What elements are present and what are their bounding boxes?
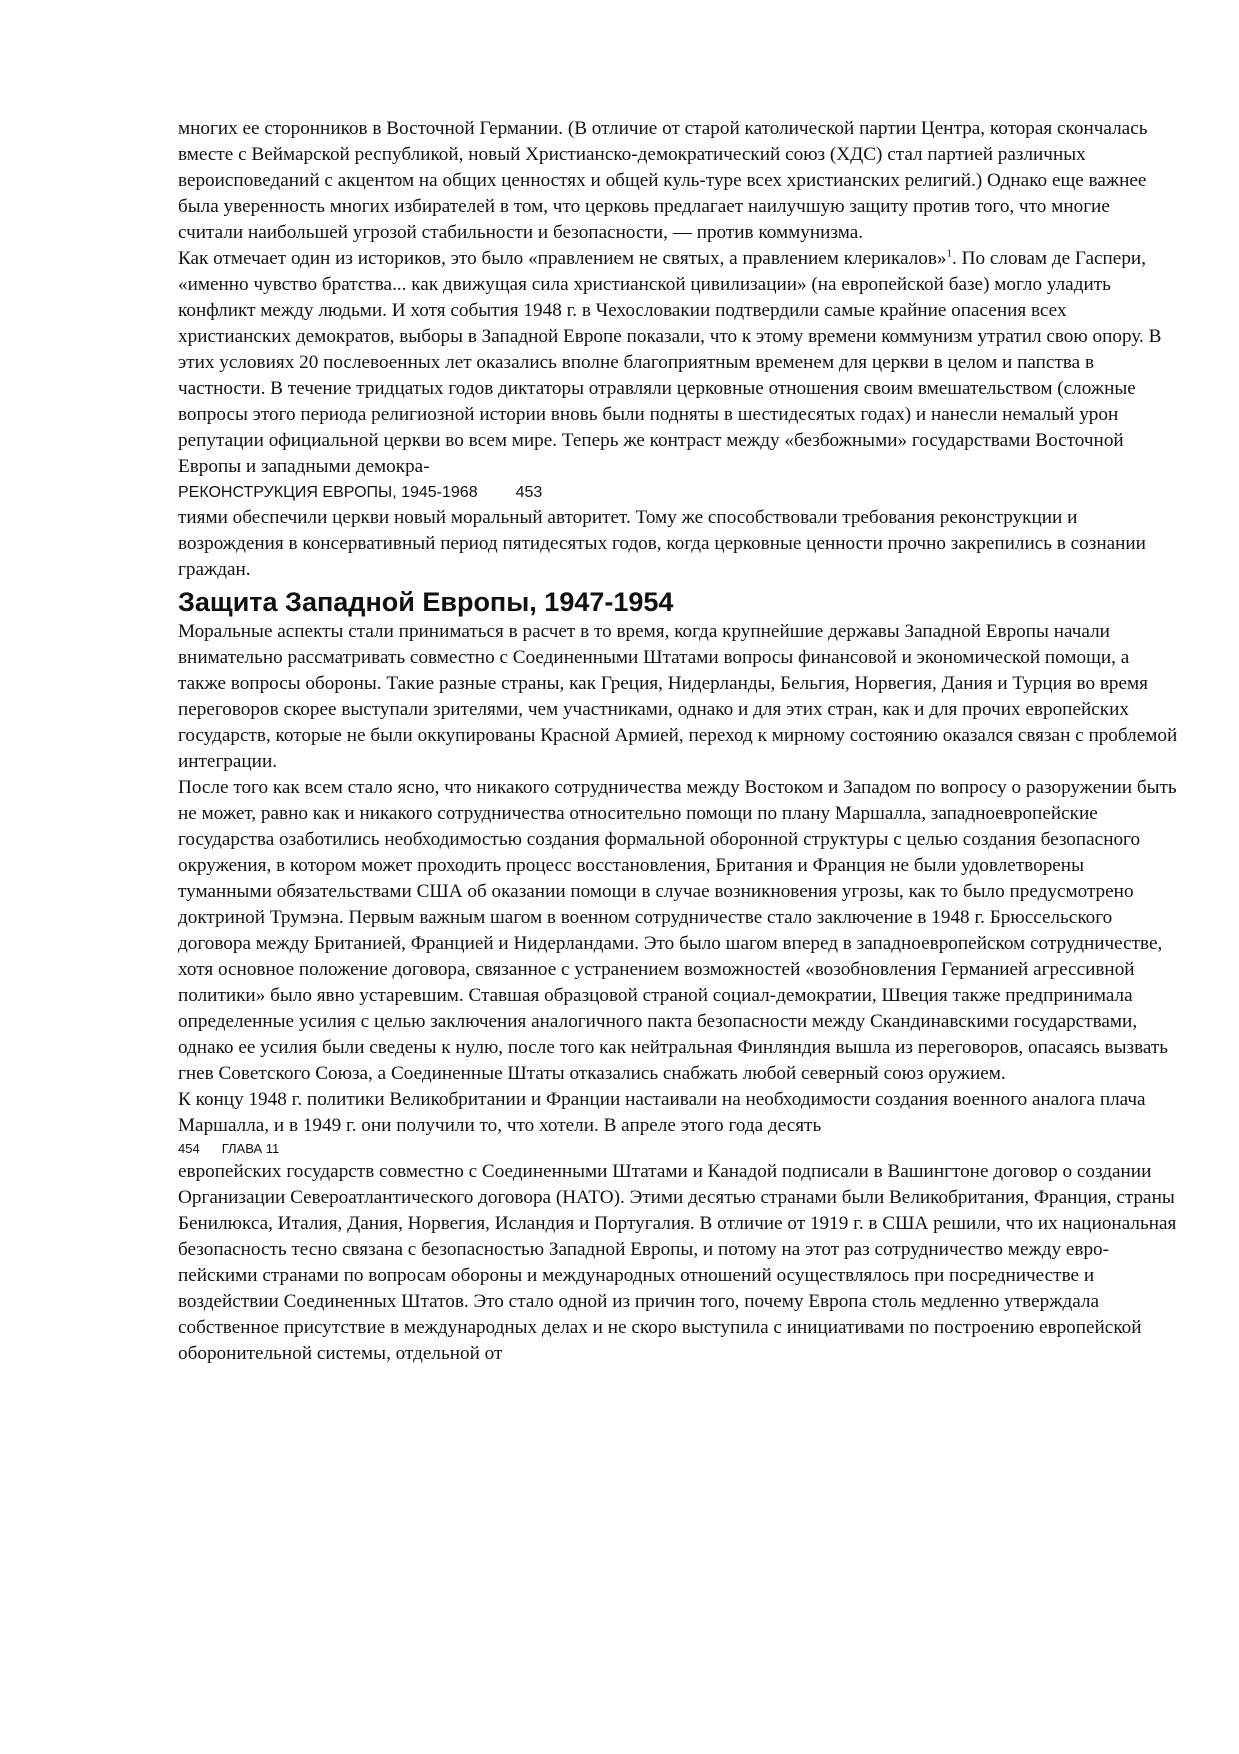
running-head-title: РЕКОНСТРУКЦИЯ ЕВРОПЫ, 1945-1968 <box>178 484 478 501</box>
paragraph-historian <box>178 246 1178 480</box>
paragraph-5: К концу 1948 г. политики Великобритании и Франции настаивали на необходимости создания военного аналога плача Маршалла, и в 1949 г. они получили то, что хотели. В апреле этого года десять <box>178 1089 1146 1136</box>
paragraph-3: Моральные аспекты стали приниматься в расчет в то время, когда крупнейшие державы Западной Европы начали внимательно рассматривать совместно с Соединенными Штатами вопросы финансовой и экономической помощи, а также вопросы обороны. Такие разные страны, как Греция, Нидерланды, Бельгия, Норвегия, Дания и Турция во время переговоров скорее выступали зрителями, чем участниками, однако и для этих стран, как и для прочих европейских государств, которые не были оккупированы Красной Армией, переход к мирному состоянию оказался связан с проблемой интеграции. <box>178 621 1178 772</box>
chapter-label: ГЛАВА 11 <box>221 1141 280 1156</box>
paragraph-2: тиями обеспечили церкви новый моральный авторитет. Тому же способствовали требования реконструкции и возрождения в консервативный период пятидесятых годов, когда церковные ценности прочно закрепились в сознании граждан. <box>178 507 1146 580</box>
footnote-marker: 1 <box>946 247 953 260</box>
page-number-453: 453 <box>515 484 543 501</box>
running-head-453 <box>178 483 1178 503</box>
paragraph-1: многих ее сторонников в Восточной Германии. (В отличие от старой католической партии Центра, которая скончалась вместе с Веймарской республикой, новый Христианско-демократический союз (ХДС) стал партией различных вероисповеданий с акцентом на общих ценностях и общей куль-туре всех христианских религий.) Однако еще важнее была уверенность многих избирателей в том, что церковь предлагает наилучшую защиту против того, что многие считали наибольшей угрозой стабильности и безопасности, — против коммунизма. <box>178 118 1148 243</box>
running-head-454 <box>178 1141 1178 1157</box>
paragraph-4: После того как всем стало ясно, что никакого сотрудничества между Востоком и Западом по вопросу о разоружении быть не может, равно как и никакого сотрудничества относительно помощи по плану Маршалла, западноевропейские государства озаботились необходимостью создания формальной оборонной структуры с целью создания безопасного окружения, в котором может проходить процесс восстановления, Британия и Франция не были удовлетворены туманными обязательствами США об оказании помощи в случае возникновения угрозы, как то было предусмотрено доктриной Трумэна. Первым важным шагом в военном сотрудничестве стало заключение в 1948 г. Брюссельского договора между Британией, Францией и Нидерландами. Это было шагом вперед в западноевропейском сотрудничестве, хотя основное положение договора, связанное с устранением возможностей «возобновления Германией агрессивной политики» было явно устаревшим. Ставшая образцовой страной социал-демократии, Швеция также предпринимала определенные усилия с целью заключения аналогичного пакта безопасности между Скандинавскими государствами, однако ее усилия были сведены к нулю, после того как нейтральная Финляндия вышла из переговоров, опасаясь вызвать гнев Советского Союза, а Соединенные Штаты отказались снабжать любой северный союз оружием. <box>178 777 1177 1084</box>
page-number-454: 454 <box>178 1141 200 1156</box>
section-heading: Защита Западной Европы, 1947-1954 <box>178 587 674 617</box>
paragraph-historian-start: Как отмечает один из историков, это было «правлением не святых, а правлением клерикалов» <box>178 248 947 269</box>
document-page <box>178 116 1178 1367</box>
paragraph-historian-rest: . По словам де Гаспери, «именно чувство братства... как движущая сила христианской цивилизации» (на европейской базе) могло уладить конфликт между людьми. И хотя события 1948 г. в Чехословакии подтвердили самые крайние опасения всех христианских демократов, выборы в Западной Европе показали, что к этому времени коммунизм утратил свою опору. В этих условиях 20 послевоенных лет оказались вполне благоприятным временем для церкви в целом и папства в частности. В течение тридцатых годов диктаторы отравляли церковные отношения своим вмешательством (сложные вопросы этого периода религиозной истории вновь были подняты в шестидесятых годах) и нанесли немалый урон репутации официальной церкви во всем мире. Теперь же контраст между «безбожными» государствами Восточной Европы и западными демокра- <box>178 248 1162 477</box>
paragraph-6: европейских государств совместно с Соединенными Штатами и Канадой подписали в Вашингтоне договор о создании Организации Североатлантического договора (НАТО). Этими десятью странами были Великобритания, Франция, страны Бенилюкса, Италия, Дания, Норвегия, Исландия и Португалия. В отличие от 1919 г. в США решили, что их национальная безопасность тесно связана с безопасностью Западной Европы, и потому на этот раз сотрудничество между евро-пейскими странами по вопросам обороны и международных отношений осуществлялось при посредничестве и воздействии Соединенных Штатов. Это стало одной из причин того, почему Европа столь медленно утверждала собственное присутствие в международных делах и не скоро выступила с инициативами по построению европейской оборонительной системы, отдельной от <box>178 1161 1177 1364</box>
